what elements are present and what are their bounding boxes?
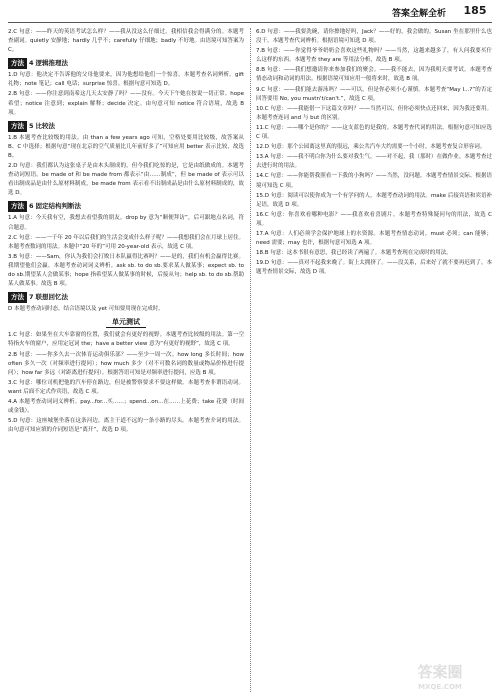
answer-item: 1.D 句意：他决定不告诉他的父母他要来，因为他想给他们一个惊喜。本题考查名词辨析。gift 礼物；note 笔记；call 电话；surprise 惊喜。根据句意可知选 D。 — [8, 72, 244, 88]
column-separator — [250, 28, 251, 692]
answer-item: 13.A 句意：——我不明白你为什么要对我生气。——对不起，我（那时）在做作业。本题考查过去进行时的用法。 — [256, 154, 492, 170]
watermark-logo — [390, 662, 490, 696]
unit-test-heading — [8, 318, 244, 328]
method-number: 4 — [29, 59, 34, 68]
header-rule — [8, 22, 492, 23]
answer-item: 14.C 句意：——你能帮我照看一下我的小狗吗？——当然，没问题。本题考查情景交际。根据语境可知选 C 项。 — [256, 173, 492, 189]
section-header-method-6 — [8, 201, 244, 212]
method-tag: 方法 — [8, 201, 27, 212]
answer-item: D 本题考查动词时态。结合语境以及 yet 可知要用现在完成时。 — [8, 306, 164, 313]
answer-item: 5.D 句意：这座城堡坐落在这条河边，离主干道不远的一条小路的尽头。本题考查介词的用法。由句意可知应填的介词短语是“离开”，故选 D 项。 — [8, 418, 244, 434]
method-number: 7 — [29, 293, 34, 302]
answer-item: 11.C 句意：——哪个是你的？——这支蓝色的是我的。本题考查代词的用法。根据句意可知应选 C 项。 — [256, 124, 492, 141]
page-header — [0, 0, 500, 24]
answer-item: 8.B 句意：——我们想邀请你来参加我们的聚会。——我不能去，因为我明天要考试。本题考查情态动词和动词的用法。根据语境可知应用一般将来时，故选 B 项。 — [256, 67, 492, 83]
brand-title: 答案全解全析 — [392, 9, 447, 19]
answer-item: 3.B 句意：——Sam，你认为我们会打败日本队赢得比赛吗？——是的，我们有机会赢得比赛。我期望他们会赢。本题考查动词词义辨析。ask sb. to do sb.要求某人做某事；expect sb. to do sb.期望某人会做某事；hope 指希望某人做某事的时候，后接从句；help sb. to do sb.帮助某人做某事。故选 B 项。 — [8, 253, 244, 288]
method-title: 固定结构判断法 — [35, 202, 82, 211]
answer-item: 18.B 句意：这本书很有意思，我已经读了两遍了。本题考查现在完成时的用法。 — [256, 250, 452, 257]
method-number: 5 — [29, 121, 34, 130]
left-column — [8, 28, 244, 692]
answer-item: 1.B 本题考查比较级的用法。由 than a few years ago 可知，空格处要用比较级，故答案从 B、C 中选择；根据句意“现在北京的空气质量比几年前好多了”可知应用 better 表示比较，故选 B。 — [8, 134, 244, 159]
answer-item: 10.C 句意：——我能借一下这篇文章吗？——当然可以，但你必须快点还回来，因为我还要用。本题考查连词 and 与 but 的区别。 — [256, 105, 492, 121]
answer-item: 2.C 句意：——一千年 20 年以后我们的生活会变成什么样子呢？——我想我们会在月球上居住。本题考查数词的用法。本题中“20 年的”可用 20-year-old 表示，故选 C 项。 — [8, 234, 244, 250]
answer-item: 9.C 句意：——我们能去游泳吗？——可以，但是你必须小心谨慎。本题考查“May I...?”的否定回答要用 No, you mustn't/can't.”，故选 C 项。 — [256, 86, 492, 102]
method-tag: 方法 — [8, 292, 27, 303]
method-title: 比较法 — [35, 121, 56, 130]
section-header-method-5 — [8, 121, 244, 132]
answer-item: 15.D 句意：阅读可以使你成为一个有学问的人，本题考查动词的用法。make 后接宾语和宾语补足语，故选 D 项。 — [256, 192, 492, 208]
answer-item: 1.C 句意：如果坐在大车靠窗的位置，我们就会有更好的视野。本题考查比较级的用法。第一空特指火车的窗户，应用定冠词 the；have a better view 意为“有更好的视野”，故选 C 项。 — [8, 332, 244, 348]
watermark-text: 答案圈 — [417, 663, 463, 681]
method-tag: 方法 — [8, 121, 27, 132]
answer-item: 2.B 句意：——你注意到南希这几天太安静了吗？——没有。今天下午她在按说一切正常。hope 希望；notice 注意到；explain 解释；decide 决定。由句意可知 notice 符合语境，故选 B 项。 — [8, 91, 244, 116]
answer-item: 1.A 句意：今天我有空，我想去看望我的朋友。drop by 意为“顺便拜访”，后可跟地点名词，符合题意。 — [8, 215, 244, 231]
answer-item: 2.B 句意：——你多久去一次体育运动俱乐部？——至少一周一次。how long 多长时间；how often 多久一次（对频率进行提问）；how much 多少（对不可数名词的数量或物品价格进行提问）；how far 多远（对距离进行提问）。根据答语可知是对频率进行提问，应选 B 项。 — [8, 351, 244, 376]
section-header-method-4 — [8, 58, 244, 69]
answer-item: 4.A 本题考查动词词义辨析。pay...for...买……；spend...on...在……上花费；take 花费（时间或金钱）。 — [8, 399, 244, 415]
answer-item: 2.C 句意：——昨天的英语考试怎么样？——我从没这么仔细过。我相信我会得满分的。本题考查副词。quietly 安静地；hardly 几乎不；carefully 仔细地；badly 不好地。由语境可知答案为 C。 — [8, 29, 244, 54]
section-header-method-7 — [8, 292, 244, 303]
answer-item: 19.D 句意：——真对不起我来晚了。街上太拥挤了。——没关系，后来好了就不要再迟到了。本题考查情景交际，故选 D 项。 — [256, 260, 492, 276]
answer-item: 16.C 句意：你喜欢看哪种电影？——我喜欢看喜剧片。本题考查特殊疑问句的用法，故选 C 项。 — [256, 211, 492, 227]
method-title: 联想回忆法 — [35, 293, 69, 302]
answer-item: 2.D 句意：我们都认为这张桌子是由木头制成的，但今我们吃惊的是，它是由纸做成的。本题考查动词短语。be made of 和 be made from 都表示“由……制成”，但 be made of 表示可以看出制成品是由什么原材料制成，be made from 表示看不出制成品是由什么原材料制成的，故选 D。 — [8, 163, 244, 197]
answer-item: 17.A 句意：人们必须学会保护地球上的水资源。本题考查情态动词。must 必须；can 能够；need 需要；may 也许，根据句意可知选 A 项。 — [256, 230, 492, 247]
answer-item: 6.D 句意：——我要洗碗，请你擦地好吗，Jack？——好的，我会做的。Susan 坐在那里什么也没干。本题考查代词辨析。根据语境可知选 D 项。 — [256, 29, 492, 45]
watermark-url: MXQE.COM — [418, 683, 462, 691]
page-number: 185 — [463, 4, 487, 17]
method-number: 6 — [29, 202, 34, 211]
answer-item: 7.B 句意：——你觉得爷爷奶奶会喜欢这些礼物吗？——当然，这越来越多了，有人问我要买什么这样的东西。本题考查 they are 等用法分析，故选 B 项。 — [256, 48, 492, 64]
method-title: 逻辑推理法 — [35, 59, 69, 68]
answer-item: 12.D 句意：那个公园离这里真的很远，乘公共汽车大约需要一个小时。本题考查复合形容词。 — [256, 144, 486, 151]
method-tag: 方法 — [8, 58, 27, 69]
right-column — [256, 28, 492, 692]
unit-test-title: 单元测试 — [106, 318, 146, 328]
answer-item: 3.C 句意：哪位司机把他的汽车停在路边，但是被警察要求不要这样做。本题考查非谓语动词。want 后面不定式作宾语，故选 C 项。 — [8, 379, 244, 395]
